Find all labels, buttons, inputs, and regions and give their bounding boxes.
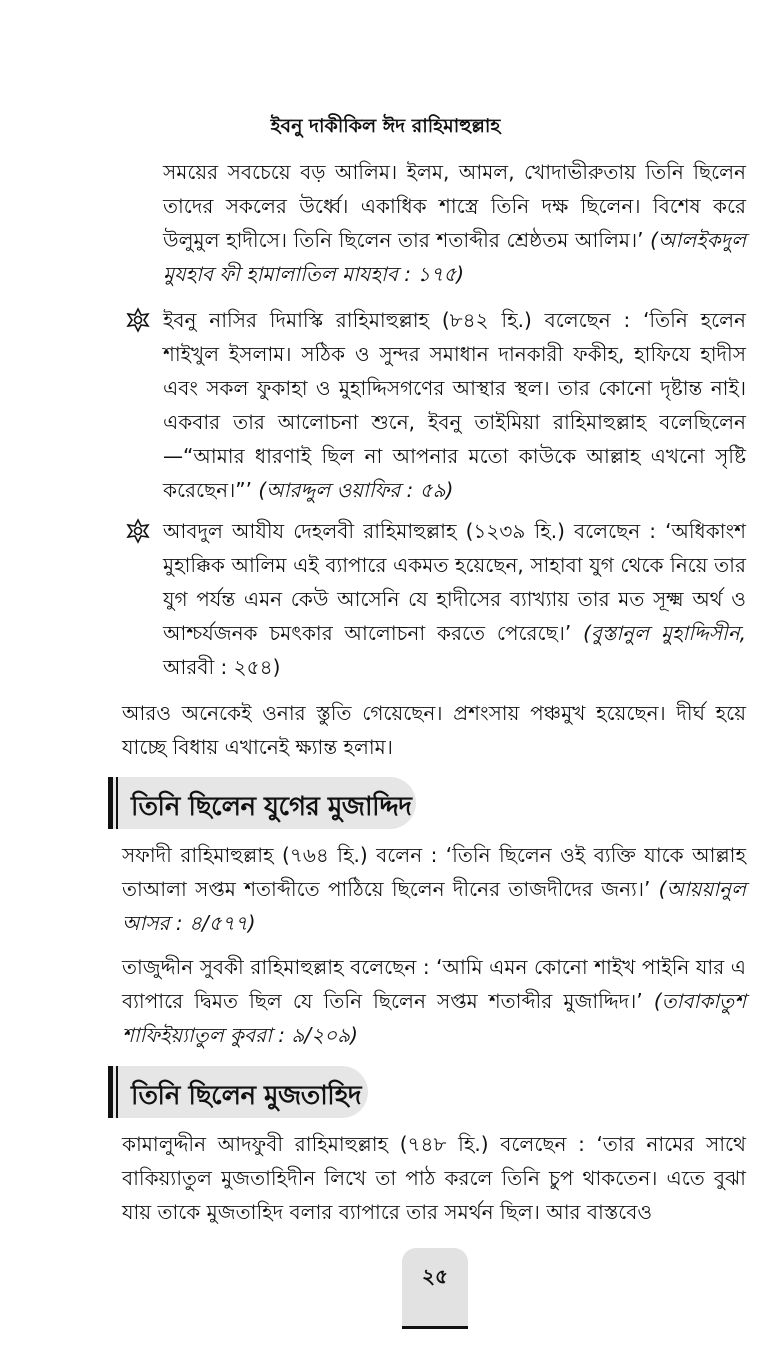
paragraph-6-source: (তাবাকাতুশ শাফিইয়্যাতুল কুবরা : ৯/২০৯) [122, 989, 746, 1047]
section-heading-mujaddid-text: তিনি ছিলেন যুগের মুজাদ্দিদ [131, 792, 412, 822]
paragraph-5-text: সফাদী রাহিমাহুল্লাহ (৭৬৪ হি.) বলেন : ‘তিনি ছিলেন ওই ব্যক্তি যাকে আল্লাহ তাআলা সপ্তম শতাব্দীতে পাঠিয়ে ছিলেন দীনের তাজদীদের জন্য।’ [122, 843, 746, 901]
page-number-tab [402, 1248, 468, 1328]
paragraph-1 [163, 155, 746, 291]
section-heading-mujtahid [108, 1066, 368, 1118]
paragraph-1-text: সময়ের সবচেয়ে বড় আলিম। ইলম, আমল, খোদাভীরুতায় তিনি ছিলেন তাদের সকলের উর্ধ্বে। একাধিক শাস্ত্রে তিনি দক্ষ ছিলেন। বিশেষ করে উলুমুল হাদীসে। তিনি ছিলেন তার শতাব্দীর শ্রেষ্ঠতম আলিম।’ [163, 160, 746, 252]
flower-bullet-icon [125, 518, 151, 544]
paragraph-3-source-italic: (বুস্তানুল মুহাদ্দিসীন, [583, 621, 746, 645]
paragraph-6 [122, 950, 746, 1052]
paragraph-4-text: আরও অনেকেই ওনার স্তুতি গেয়েছেন। প্রশংসায় পঞ্চমুখ হয়েছেন। দীর্ঘ হয়ে যাচ্ছে বিধায় এখানেই ক্ষ্যান্ত হলাম। [122, 701, 746, 759]
paragraph-4 [122, 696, 746, 764]
paragraph-3 [163, 514, 746, 684]
paragraph-6-text: তাজুদ্দীন সুবকী রাহিমাহুল্লাহ বলেছেন : ‘আমি এমন কোনো শাইখ পাইনি যার এ ব্যাপারে দ্বিমত ছিল যে তিনি ছিলেন সপ্তম শতাব্দীর মুজাদ্দিদ।’ [122, 955, 746, 1013]
page-number-rule [402, 1326, 468, 1329]
paragraph-5-source: (আয়য়ানুল আসর : ৪/৫৭৭) [122, 877, 746, 935]
section-heading-mujtahid-text: তিনি ছিলেন মুজতাহিদ [131, 1081, 362, 1111]
paragraph-1-source: (আলইকদুল মুযহাব ফী হামালাতিল মাযহাব : ১৭৫) [163, 228, 746, 286]
paragraph-7-text: কামালুদ্দীন আদফুবী রাহিমাহুল্লাহ (৭৪৮ হি.) বলেছেন : ‘তার নামের সাথে বাকিয়্যাতুল মুজতাহিদীন লিখে তা পাঠ করলে তিনি চুপ থাকতেন। এতে বুঝা যায় তাকে মুজতাহিদ বলার ব্যাপারে তার সমর্থন ছিল। আর বাস্তবেও [122, 1132, 746, 1224]
paragraph-3-text: আবদুল আযীয দেহলবী রাহিমাহুল্লাহ (১২৩৯ হি.) বলেছেন : ‘অধিকাংশ মুহাক্কিক আলিম এই ব্যাপারে একমত হয়েছেন, সাহাবা যুগ থেকে নিয়ে তার যুগ পর্যন্ত এমন কেউ আসেনি যে হাদীসের ব্যাখ্যায় তার মত সূক্ষ্ম অর্থ ও আশ্চর্যজনক চমৎকার আলোচনা করতে পেরেছে।’ [163, 519, 746, 645]
flower-bullet-icon [125, 307, 151, 333]
running-head: ইবনু দাকীকিল ঈদ রাহিমাহুল্লাহ [270, 115, 501, 137]
paragraph-3-source-plain: আরবী : ২৫৪) [163, 655, 281, 679]
paragraph-7 [122, 1127, 746, 1229]
paragraph-2-source: (আরদ্দুল ওয়াফির : ৫৯) [258, 478, 454, 502]
paragraph-2-text: ইবনু নাসির দিমাস্কি রাহিমাহুল্লাহ (৮৪২ হি.) বলেছেন : ‘তিনি হলেন শাইখুল ইসলাম। সঠিক ও সুন্দর সমাধান দানকারী ফকীহ, হাফিযে হাদীস এবং সকল ফুকাহা ও মুহাদ্দিসগণের আস্থার স্থল। তার কোনো দৃষ্টান্ত নাই। একবার তার আলোচনা শুনে, ইবনু তাইমিয়া রাহিমাহুল্লাহ বলেছিলেন—“আমার ধারণাই ছিল না আপনার মতো কাউকে আল্লাহ এখনো সৃষ্টি করেছেন।”’ [163, 308, 746, 502]
paragraph-5 [122, 838, 746, 940]
section-heading-mujaddid [108, 777, 416, 829]
page-number: ২৫ [422, 1264, 448, 1288]
paragraph-2 [163, 303, 746, 507]
